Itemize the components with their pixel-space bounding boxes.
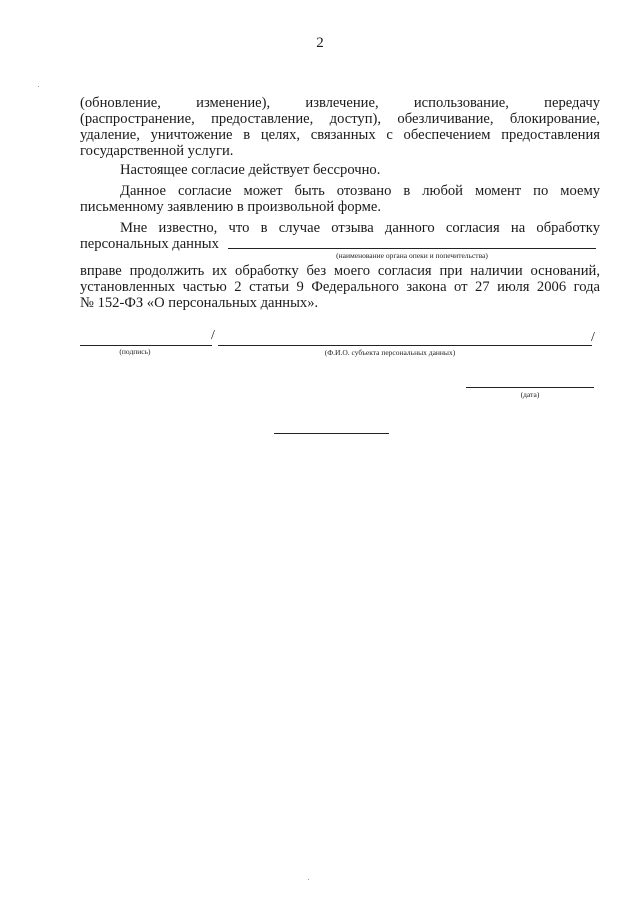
caption-authority-name: (наименование органа опеки и попечительства)	[336, 251, 488, 260]
date-field[interactable]	[466, 387, 594, 388]
paragraph-awareness-continued	[80, 263, 600, 311]
caption-date: (дата)	[520, 390, 540, 399]
text-line: государственной услуги.	[80, 143, 234, 159]
text-line: Настоящее согласие действует бессрочно.	[120, 162, 381, 178]
text-line: удаление, уничтожение в целях, связанных с обеспечением предоставления	[80, 127, 600, 143]
subject-fio-field[interactable]	[218, 345, 592, 346]
caption-subject-fio: (Ф.И.О. субъекта персональных данных)	[324, 348, 456, 357]
page-number: 2	[316, 35, 324, 51]
separator-slash: /	[211, 328, 215, 343]
caption-signature: (подпись)	[119, 347, 151, 356]
text-line: письменному заявлению в произвольной форме.	[80, 199, 381, 215]
signature-field[interactable]	[80, 345, 212, 346]
separator-slash: /	[591, 330, 595, 345]
paragraph-processing-actions	[80, 95, 600, 159]
text-line: (обновление, изменение), извлечение, использование, передачу	[80, 95, 600, 111]
text-line: № 152-ФЗ «О персональных данных».	[80, 295, 319, 311]
text-line: вправе продолжить их обработку без моего согласия при наличии оснований,	[80, 263, 600, 279]
text-line: Мне известно, что в случае отзыва данного согласия на обработку	[120, 220, 600, 236]
scan-speck	[308, 879, 309, 880]
paragraph-revocation	[80, 183, 600, 215]
authority-name-field[interactable]	[228, 248, 596, 249]
end-divider	[274, 433, 389, 434]
text-line: персональных данных	[80, 236, 219, 252]
text-line: Данное согласие может быть отозвано в любой момент по моему	[120, 183, 600, 199]
text-line: установленных частью 2 статьи 9 Федерального закона от 27 июля 2006 года	[80, 279, 600, 295]
text-line: (распространение, предоставление, доступ), обезличивание, блокирование,	[80, 111, 600, 127]
scan-speck	[38, 86, 39, 87]
paragraph-validity	[80, 162, 600, 178]
